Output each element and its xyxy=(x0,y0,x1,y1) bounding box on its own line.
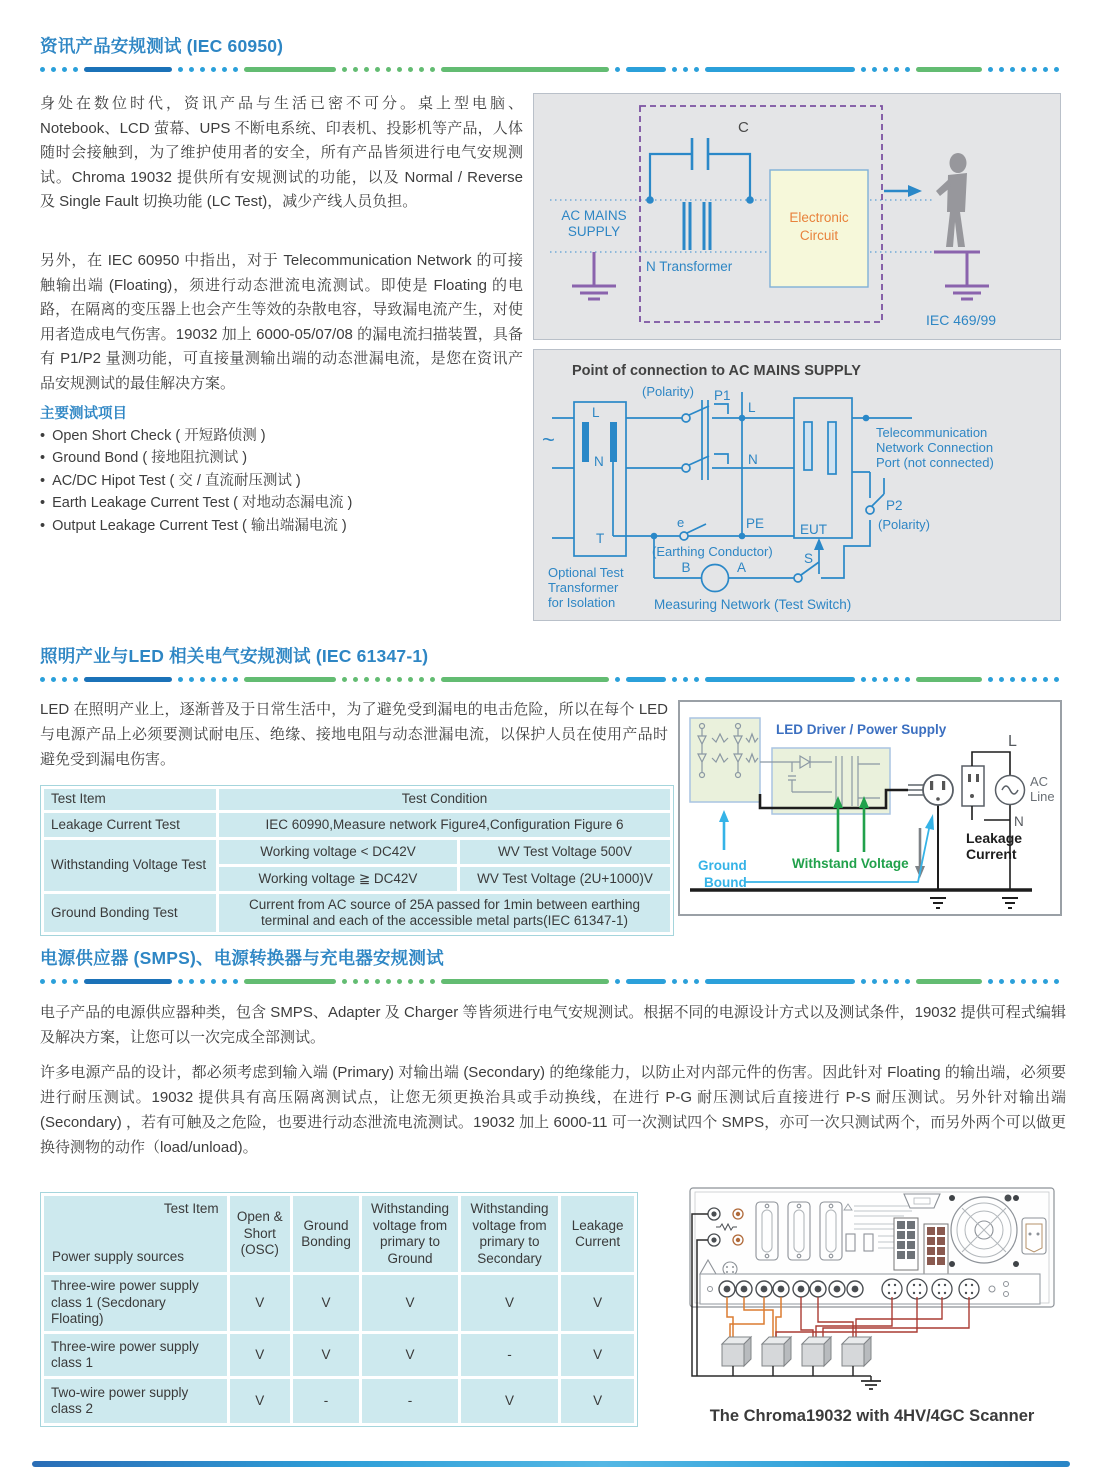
winding xyxy=(582,422,589,462)
optional-transformer-label: Optional Test xyxy=(548,565,624,580)
ground-bound-label: Ground xyxy=(698,858,747,873)
table-cell: V xyxy=(561,1379,634,1423)
section2-title: 照明产业与LED 相关电气安规测试 (IEC 61347-1) xyxy=(40,646,429,666)
ground-symbol xyxy=(1002,898,1018,908)
chroma-scanner-illustration xyxy=(686,1184,1058,1426)
optional-transformer-label: for Isolation xyxy=(548,595,616,610)
table-row xyxy=(44,1334,634,1376)
table-row xyxy=(44,1379,634,1423)
list-item: • Open Short Check ( 开短路侦测 ) xyxy=(40,425,352,447)
switch-arrow xyxy=(814,538,824,550)
contact xyxy=(794,574,802,582)
diagonal-corner-cell xyxy=(44,1196,227,1272)
chroma-rear-panel-svg xyxy=(686,1184,1058,1396)
leakage-current-label: Current xyxy=(966,846,1017,862)
column-header: Open & Short (OSC) xyxy=(230,1196,290,1272)
ac-mains-label: SUPPLY xyxy=(567,224,621,239)
contact xyxy=(682,414,690,422)
electronic-circuit-label: Electronic xyxy=(789,210,849,225)
column-header: Withstanding voltage from primary to Ground xyxy=(362,1196,457,1272)
section1-title: 资讯产品安规测试 (IEC 60950) xyxy=(40,36,284,56)
column-header: Leakage Current xyxy=(561,1196,634,1272)
list-item: • Ground Bond ( 接地阻抗测试 ) xyxy=(40,447,352,469)
withstand-voltage-label: Withstand Voltage xyxy=(792,856,909,871)
corner-label-bottom: Power supply sources xyxy=(52,1248,185,1264)
table-cell: V xyxy=(362,1334,457,1376)
electronic-circuit-label: Circuit xyxy=(799,228,839,243)
table-cell: Current from AC source of 25A passed for 1min between earthing terminal and each of the accessible metal parts(IEC 61347-1) xyxy=(219,894,670,932)
polarity-label: (Polarity) xyxy=(878,517,931,532)
footer-accent-bar xyxy=(32,1461,1070,1467)
row-label: Two-wire power supply class 2 xyxy=(44,1379,227,1423)
section1-paragraph-2: 另外，在 IEC 60950 中指出，对于 Telecommunication Network 的可接触输出端 (Floating)，须进行动态泄流电流测试。即使是 Floating 的电路，在隔离的变压器上也会产生等效的杂散电容，导致漏电流产生，对使用者造成电气伤害。19032 加上 6000-05/07/08 的漏电流扫描装置，具备有 P1/P2 量测功能，可直接量测输出端的动态泄漏电流，是您在资讯产品安规测试的最佳解决方案。 xyxy=(40,252,523,392)
ground-symbol-right xyxy=(934,252,989,299)
outlet xyxy=(962,766,984,806)
node-dot xyxy=(746,196,754,204)
list-item: • Output Leakage Current Test ( 输出端漏电流 ) xyxy=(40,515,352,537)
contact xyxy=(866,506,874,514)
meter-label: A xyxy=(737,560,747,575)
diagram-capacitive-leakage-svg xyxy=(534,94,1060,339)
table-cell: IEC 60990,Measure network Figure4,Configuration Figure 6 xyxy=(219,813,670,837)
test-items-list xyxy=(40,425,352,537)
list-item: • Earth Leakage Current Test ( 对地动态漏电流 ) xyxy=(40,492,352,514)
list-item: • AC/DC Hipot Test ( 交 / 直流耐压测试 ) xyxy=(40,470,352,492)
table-cell: V xyxy=(561,1334,634,1376)
table-row xyxy=(44,1196,634,1272)
switch-label: S xyxy=(804,551,814,566)
section3-paragraph-1: 电子产品的电源供应器种类，包含 SMPS、Adapter 及 Charger 等皆须进行电气安规测试。根据不同的电源设计方式以及测试条件，19032 提供可程式编辑及解决方案，让您可以一次完成全部测试。 xyxy=(40,1004,1066,1046)
led-test-table xyxy=(40,785,674,936)
table-row xyxy=(44,813,670,837)
table-cell: Working voltage ≧ DC42V xyxy=(219,867,457,891)
winding xyxy=(610,422,617,462)
capacitor-symbol xyxy=(650,138,750,200)
ac-line-label: Line xyxy=(1030,789,1055,804)
diagram-point-of-connection-svg xyxy=(534,350,1060,620)
section-divider-1 xyxy=(40,66,1062,72)
node-dot xyxy=(739,415,746,422)
table-cell: V xyxy=(230,1379,290,1423)
earthing-label: (Earthing Conductor) xyxy=(652,544,773,559)
table-cell: V xyxy=(230,1275,290,1331)
corner-label-top: Test Item xyxy=(163,1201,219,1216)
dut-boxes xyxy=(722,1337,871,1366)
driver-circuit-box xyxy=(772,748,890,814)
table-cell: Working voltage < DC42V xyxy=(219,840,457,864)
measuring-network-label: Measuring Network (Test Switch) xyxy=(654,597,852,612)
test-items-heading: 主要测试项目 xyxy=(40,406,127,422)
diagram-capacitive-leakage xyxy=(533,93,1061,340)
diagram-point-of-connection xyxy=(533,349,1061,621)
optional-transformer-label: Transformer xyxy=(548,580,619,595)
table-cell: Leakage Current Test xyxy=(44,813,216,837)
ac-symbol: ~ xyxy=(542,427,555,452)
table-row xyxy=(44,1275,634,1331)
switch-label: e xyxy=(677,515,685,530)
contact xyxy=(682,464,690,472)
terminal-label: T xyxy=(596,531,605,546)
plug-pin xyxy=(936,797,940,801)
outlet-slot xyxy=(968,774,971,782)
section-divider-3 xyxy=(40,978,1062,984)
table-row xyxy=(44,840,670,864)
row-label: Three-wire power supply class 1 xyxy=(44,1334,227,1376)
led-driver-label: LED Driver / Power Supply xyxy=(776,722,947,737)
transformer-symbol xyxy=(684,202,710,250)
plug-slot xyxy=(930,781,933,790)
table-cell: V xyxy=(230,1334,290,1376)
section-divider-2 xyxy=(40,676,1062,682)
ac-mains-label: AC MAINS xyxy=(561,208,627,223)
switch-label: P1 xyxy=(714,388,731,403)
section3-title: 电源供应器 (SMPS)、电源转换器与充电器安规测试 xyxy=(40,948,444,968)
telecom-label: Port (not connected) xyxy=(876,455,994,470)
meter-label: B xyxy=(681,560,691,575)
terminal-label: L xyxy=(592,405,600,420)
table-cell: V xyxy=(293,1334,359,1376)
node-dot xyxy=(646,196,654,204)
cord-coil xyxy=(908,785,924,795)
line-label: L xyxy=(1008,733,1017,750)
diagram-led-driver xyxy=(678,700,1062,916)
leakage-current-label: Leakage xyxy=(966,830,1023,846)
column-header: Withstanding voltage from primary to Secondary xyxy=(461,1196,559,1272)
row-label: Three-wire power supply class 1 (Secdonary Floating) xyxy=(44,1275,227,1331)
sys-io-connector xyxy=(904,1194,940,1208)
neutral-label: N xyxy=(1014,814,1024,829)
iec-inlet xyxy=(1022,1218,1046,1254)
contact xyxy=(680,532,688,540)
line-label: L xyxy=(748,400,756,415)
section1-paragraph-1: 身处在数位时代，资讯产品与生活已密不可分。桌上型电脑、Notebook、LCD 萤幕、UPS 不断电系统、印表机、投影机等产品，人体随时会接触到，为了维护使用者的安全，所有产品皆须进行电气安规测试。Chroma 19032 提供所有安规测试的功能，以及 Normal / Reverse 及 Single Fault 切换功能 (LC Test)，减少产线人员负担。 xyxy=(40,95,523,210)
eut-box xyxy=(794,398,852,538)
output-strip xyxy=(700,1274,1040,1304)
arrow-right-icon xyxy=(884,185,922,197)
ground-stud xyxy=(1005,1195,1012,1202)
ground-symbol-left xyxy=(572,252,616,299)
capacitance-label: C xyxy=(738,119,749,136)
table-cell: V xyxy=(561,1275,634,1331)
terminal-label: N xyxy=(594,454,604,469)
telecom-label: Network Connection xyxy=(876,440,994,455)
table-cell: WV Test Voltage (2U+1000)V xyxy=(460,867,670,891)
telecom-label: Telecommunication xyxy=(876,425,988,440)
table-cell: - xyxy=(293,1379,359,1423)
polarity-label: (Polarity) xyxy=(642,384,695,399)
transformer-label: N Transformer xyxy=(646,259,733,274)
table-cell: Ground Bonding Test xyxy=(44,894,216,932)
switch-label: P2 xyxy=(886,498,903,513)
ground-symbol xyxy=(930,898,946,908)
line-label: N xyxy=(748,452,758,467)
ground-bond-annotation xyxy=(719,810,934,882)
table-cell: V xyxy=(362,1275,457,1331)
diagram-title: Point of connection to AC MAINS SUPPLY xyxy=(572,363,861,379)
table-cell: Withstanding Voltage Test xyxy=(44,840,216,891)
column-header: Test Item xyxy=(44,789,216,810)
table-cell: V xyxy=(293,1275,359,1331)
ac-line-label: AC xyxy=(1030,774,1049,789)
node-dot xyxy=(863,415,870,422)
section2-paragraph: LED 在照明产业上，逐渐普及于日常生活中，为了避免受到漏电的电击危险，所以在每个 LED 与电源产品上必须要测试耐电压、绝缘、接地电阻与动态泄漏电流，以保护人员在使用产品时避免受到漏电伤害。 xyxy=(40,701,668,768)
table-cell: V xyxy=(461,1275,559,1331)
column-header: Test Condition xyxy=(219,789,670,810)
column-header: Ground Bonding xyxy=(293,1196,359,1272)
pe-label: PE xyxy=(746,516,765,531)
table-row xyxy=(44,894,670,932)
table-cell: WV Test Voltage 500V xyxy=(460,840,670,864)
ground-wiring xyxy=(733,1366,881,1389)
table-cell: V xyxy=(461,1379,559,1423)
outlet-pin xyxy=(970,794,974,798)
photo-caption: The Chroma19032 with 4HV/4GC Scanner xyxy=(709,1407,1035,1425)
outlet-slot xyxy=(976,774,979,782)
ground-bound-label: Bound xyxy=(704,875,747,890)
plug-slot xyxy=(942,781,945,790)
earth-branch xyxy=(613,462,794,536)
table-row xyxy=(44,789,670,810)
section3-paragraph-2: 许多电源产品的设计，都必须考虑到输入端 (Primary) 对输出端 (Secondary) 的绝缘能力，以防止对内部元件的伤害。因此针对 Floating 的输出端，必须要进行耐压测试。19032 提供具有高压隔离测试点，让您无须更换治具或手动换线，在进行 P-G 耐压测试后直接进行 P-S 耐压测试。另外针对输出端 (Secondary) ，若有可触及之危险，也要进行动态泄流电流测试。19032 加上 6000-11 可一次测试四个 SMPS，亦可一次只测试两个，而另外两个可以做更换待测物的动作（load/unload)。 xyxy=(40,1064,1066,1156)
table-cell: - xyxy=(461,1334,559,1376)
smps-test-table xyxy=(40,1192,638,1427)
standard-label: IEC 469/99 xyxy=(926,312,997,328)
eut-label: EUT xyxy=(800,522,827,537)
table-cell: - xyxy=(362,1379,457,1423)
diagram-led-driver-svg xyxy=(680,702,1060,914)
person-figure xyxy=(936,153,967,247)
